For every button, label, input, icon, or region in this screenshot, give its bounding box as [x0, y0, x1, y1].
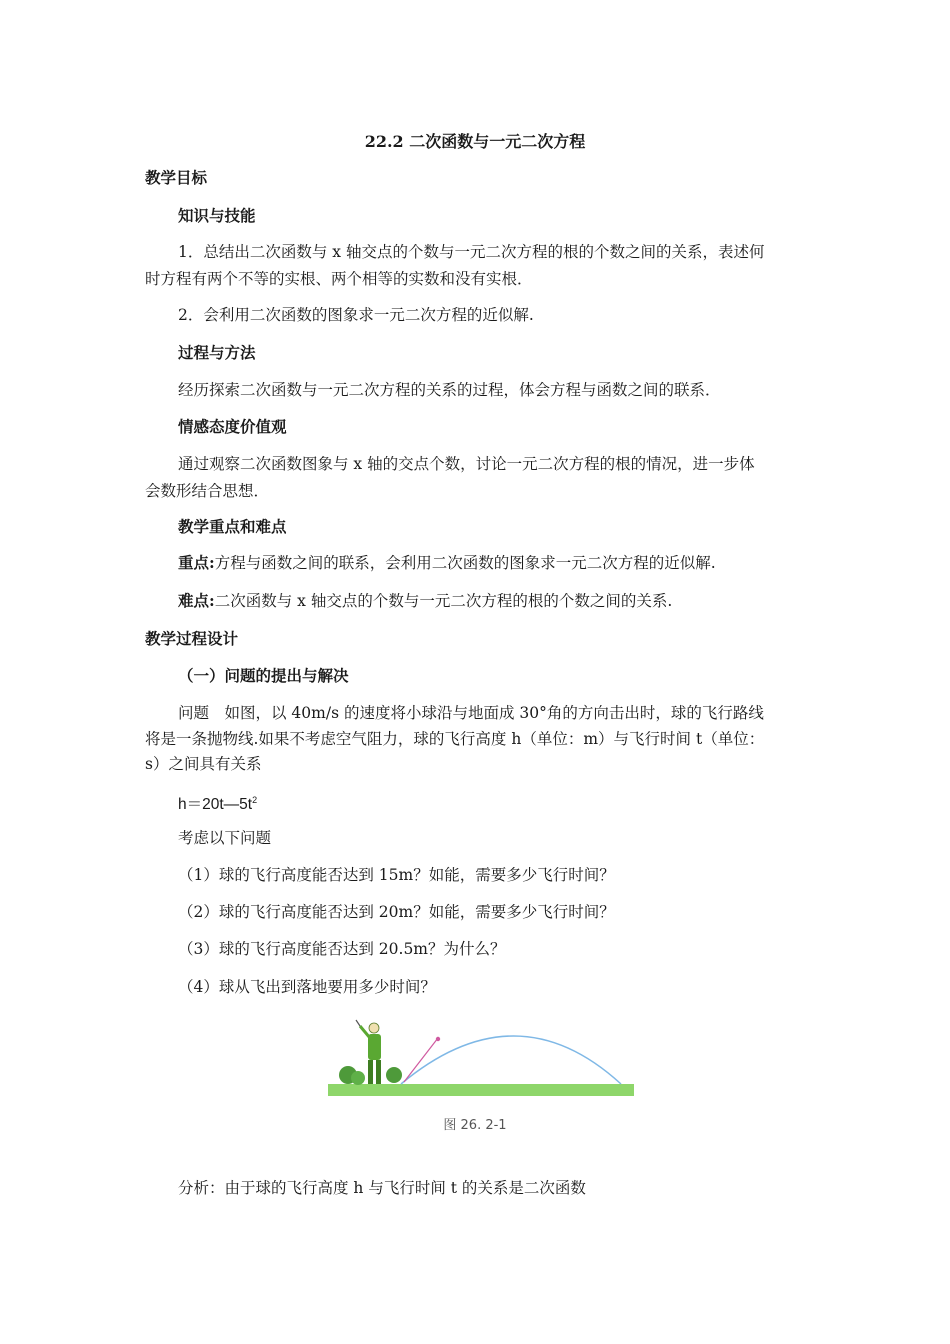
consider-text: 考虑以下问题: [178, 829, 272, 847]
emotion-heading: 情感态度价值观: [178, 417, 287, 436]
knowledge-heading: 知识与技能: [178, 206, 256, 225]
section1-heading: （一）问题的提出与解决: [178, 666, 349, 685]
ball-icon: [436, 1037, 440, 1041]
goals-heading: 教学目标: [145, 168, 208, 187]
emotion-line1: 通过观察二次函数图象与 x 轴的交点个数，讨论一元二次方程的根的情况，进一步体: [178, 455, 755, 473]
process-method-text: 经历探索二次函数与一元二次方程的关系的过程，体会方程与函数之间的联系．: [178, 381, 721, 399]
process-heading: 教学过程设计: [145, 629, 239, 648]
focus-heading: 教学重点和难点: [178, 517, 287, 536]
key-point-label: 重点:: [178, 553, 215, 572]
question-1: （1）球的飞行高度能否达到 15m？如能，需要多少飞行时间？: [178, 866, 615, 884]
ground: [328, 1084, 634, 1096]
launch-direction-line: [404, 1038, 438, 1082]
problem-line1: 问题 如图，以 40m/s 的速度将小球沿与地面成 30°角的方向击出时，球的飞行路线: [178, 704, 764, 722]
question-2: （2）球的飞行高度能否达到 20m？如能，需要多少飞行时间？: [178, 903, 615, 921]
emotion-line2: 会数形结合思想．: [145, 482, 270, 500]
question-3: （3）球的飞行高度能否达到 20.5m？为什么？: [178, 940, 506, 958]
hard-point-label: 难点:: [178, 591, 215, 610]
problem-line3: s）之间具有关系: [145, 755, 262, 773]
knowledge-item-1-line1: 1．总结出二次函数与 x 轴交点的个数与一元二次方程的根的个数之间的关系，表述何: [178, 243, 765, 261]
knowledge-item-2: 2．会利用二次函数的图象求一元二次方程的近似解.: [178, 306, 534, 324]
hard-point: [178, 589, 843, 613]
process-method-heading: 过程与方法: [178, 343, 256, 362]
question-4: （4）球从飞出到落地要用多少时间？: [178, 978, 436, 996]
formula-main: h＝20t—5t: [178, 796, 253, 814]
key-point: [178, 551, 843, 575]
hard-point-text: 二次函数与 x 轴交点的个数与一元二次方程的根的个数之间的关系.: [214, 592, 673, 610]
figure-caption: 图 26. 2-1: [443, 1118, 507, 1133]
knowledge-item-1-line2: 时方程有两个不等的实根、两个相等的实数和没有实根．: [145, 270, 533, 288]
analysis-text: 分析：由于球的飞行高度 h 与飞行时间 t 的关系是二次函数: [178, 1179, 586, 1197]
formula: [178, 788, 843, 817]
page-title: 22.2 二次函数与一元二次方程: [364, 132, 586, 151]
key-point-text: 方程与函数之间的联系，会利用二次函数的图象求一元二次方程的近似解.: [214, 554, 716, 572]
problem-line2: 将是一条抛物线.如果不考虑空气阻力，球的飞行高度 h（单位：m）与飞行时间 t（单位：: [145, 730, 765, 748]
formula-exponent: 2: [252, 795, 258, 805]
